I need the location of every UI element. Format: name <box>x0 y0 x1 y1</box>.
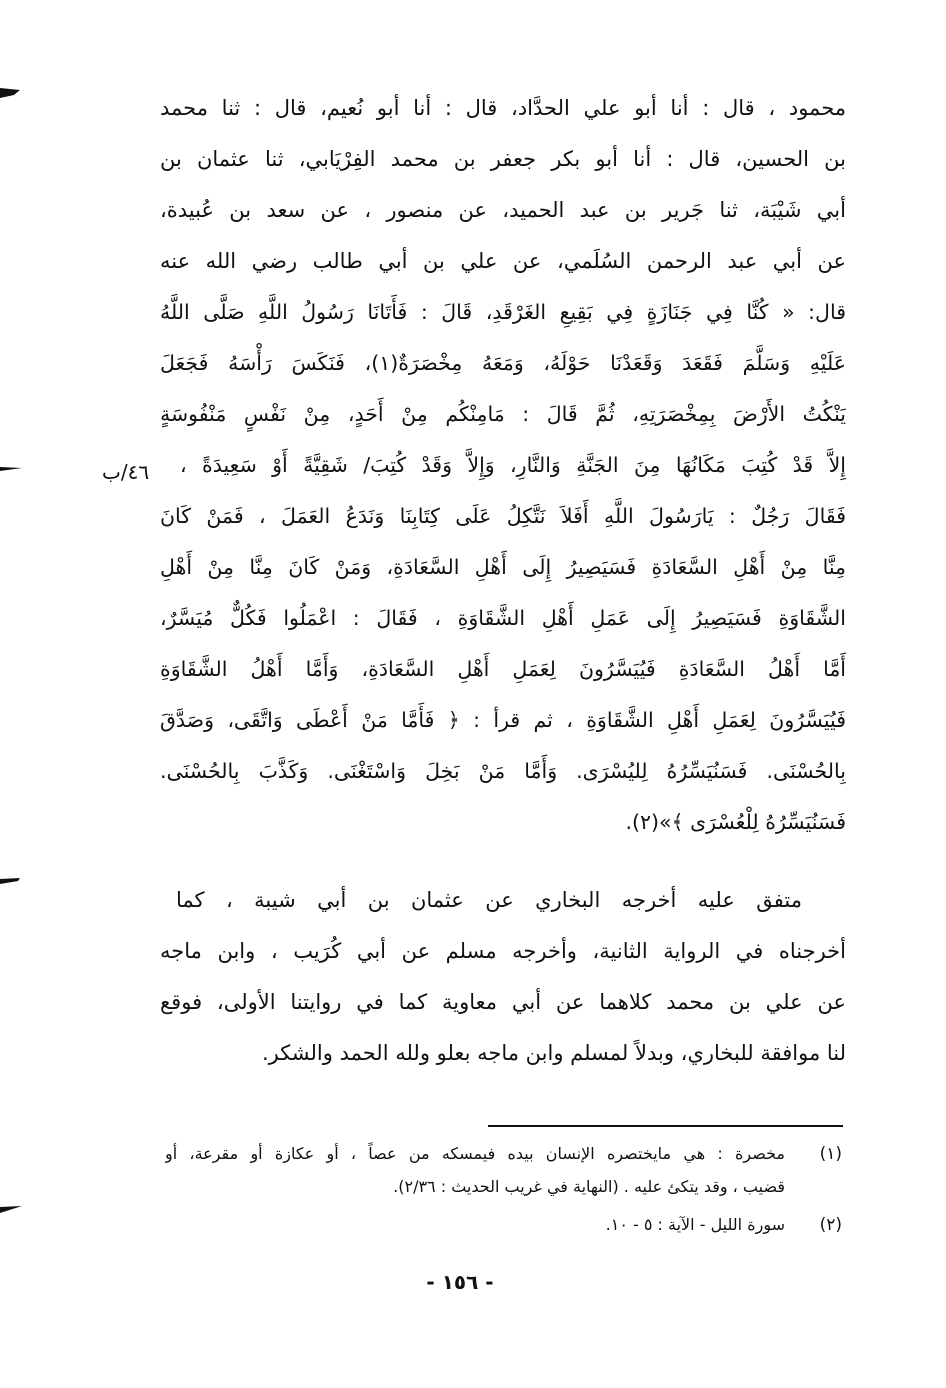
text-line: مِنَّا مِنْ أَهْلِ السَّعَادَةِ فَسَيَصِيرُ إِلَى أَهْلِ السَّعَادَةِ، وَمَنْ كَانَ مِنَّا مِنْ أَهْلِ <box>160 555 846 579</box>
text-line: فَقَالَ رَجُلٌ : يَارَسُولَ اللَّهِ أَفَلاَ نَتَّكِلُ عَلَى كِتَابِنَا وَنَدَعُ العَمَلَ ، فَمَنْ كَانَ <box>160 504 846 528</box>
text-line: أَمَّا أَهْلُ السَّعَادَةِ فَيُيَسَّرُونَ لِعَمَلِ أَهْلِ السَّعَادَةِ، وَأَمَّا أَهْلُ الشَّقَاوَةِ <box>160 657 846 681</box>
scan-mark <box>0 462 22 476</box>
footnote-text: قضيب ، وقد يتكئ عليه . (النهاية في غريب الحديث : ٢/٣٦). <box>393 1177 785 1196</box>
scan-mark <box>0 876 22 890</box>
text-line: الشَّقَاوَةِ فَسَيَصِيرُ إِلَى عَمَلِ أَهْلِ الشَّقَاوَةِ ، فَقَالَ : اعْمَلُوا فَكُلٌّ مُيَسَّرٌ، <box>160 606 846 630</box>
scan-mark <box>0 1205 22 1219</box>
footnote-number: (١) <box>819 1144 842 1164</box>
text-line: إِلاَّ قَدْ كُتِبَ مَكَانُهَا مِنَ الجَنَّةِ وَالنَّارِ، وَإِلاَّ وَقَدْ كُتِبَ/ شَقِيَّةً أَوْ سَعِيدَةً ، <box>180 453 846 477</box>
scan-mark <box>0 86 22 100</box>
text-line: أخرجناه في الرواية الثانية، وأخرجه مسلم عن أبي كُرَيب ، وابن ماجه <box>160 939 846 963</box>
margin-folio-note: ٤٦/ب <box>102 460 150 484</box>
text-line: متفق عليه أخرجه البخاري عن عثمان بن أبي شيبة ، كما <box>176 888 802 912</box>
text-line: أبي شَيْبَة، ثنا جَرير بن عبد الحميد، عن منصور ، عن سعد بن عُبيدة، <box>160 198 846 222</box>
text-line: بن الحسين، قال : أنا أبو بكر جعفر بن محمد الفِرْيَابي، ثنا عثمان بن <box>160 147 846 171</box>
text-line: يَنْكُتُ الأَرْضَ بِمِخْصَرَتِهِ، ثُمَّ قَالَ : مَامِنْكُم مِنْ أَحَدٍ، مِنْ نَفْسٍ مَنْفُوسَةٍ <box>160 402 846 426</box>
text-line: عن علي بن محمد كلاهما عن أبي معاوية كما في روايتنا الأولى، فوقع <box>160 990 846 1014</box>
footnote-separator <box>488 1125 843 1127</box>
footnote-number: (٢) <box>819 1215 842 1235</box>
footnote-text: مخصرة : هي مايختصره الإنسان بيده فيمسكه من عصاً ، أو عكازة أو مقرعة، أو <box>165 1144 785 1163</box>
page-number: - ١٥٦ - <box>426 1270 494 1294</box>
text-line: عَلَيْهِ وَسَلَّمَ فَقَعَدَ وَقَعَدْنَا حَوْلَهُ، وَمَعَهُ مِخْصَرَةٌ(١)، فَنَكَسَ رَأْسَهُ فَجَعَلَ <box>160 351 846 375</box>
footnote-text: سورة الليل - الآية : ٥ - ١٠. <box>605 1215 785 1234</box>
text-line: محمود ، قال : أنا أبو علي الحدَّاد، قال : أنا أبو نُعيم، قال : ثنا محمد <box>160 96 846 120</box>
text-line: لنا موافقة للبخاري، وبدلاً لمسلم وابن ماجه بعلو ولله الحمد والشكر. <box>261 1041 846 1065</box>
text-line: عن أبي عبد الرحمن السُلَمي، عن علي بن أبي طالب رضي الله عنه <box>160 249 846 273</box>
text-line: فَسَنُيَسِّرُهُ لِلْعُسْرَى ﴾»(٢). <box>625 810 846 834</box>
text-line: بِالحُسْنَى. فَسَنُيَسِّرُهُ لِليُسْرَى. وَأَمَّا مَنْ بَخِلَ وَاسْتَغْنَى. وَكَذَّبَ بِالحُسْنَى. <box>160 759 846 783</box>
text-line: قال: « كُنَّا فِي جَنَازَةٍ فِي بَقِيعِ الغَرْقَدِ، قَالَ : فَأَتَانَا رَسُولُ اللَّهِ صَلَّى اللَّهُ <box>160 300 846 324</box>
text-line: فَيُيَسَّرُونَ لِعَمَلِ أَهْلِ الشَّقَاوَةِ ، ثم قرأ : ﴿ فَأَمَّا مَنْ أَعْطَى وَاتَّقَى، وَصَدَّقَ <box>160 708 846 732</box>
